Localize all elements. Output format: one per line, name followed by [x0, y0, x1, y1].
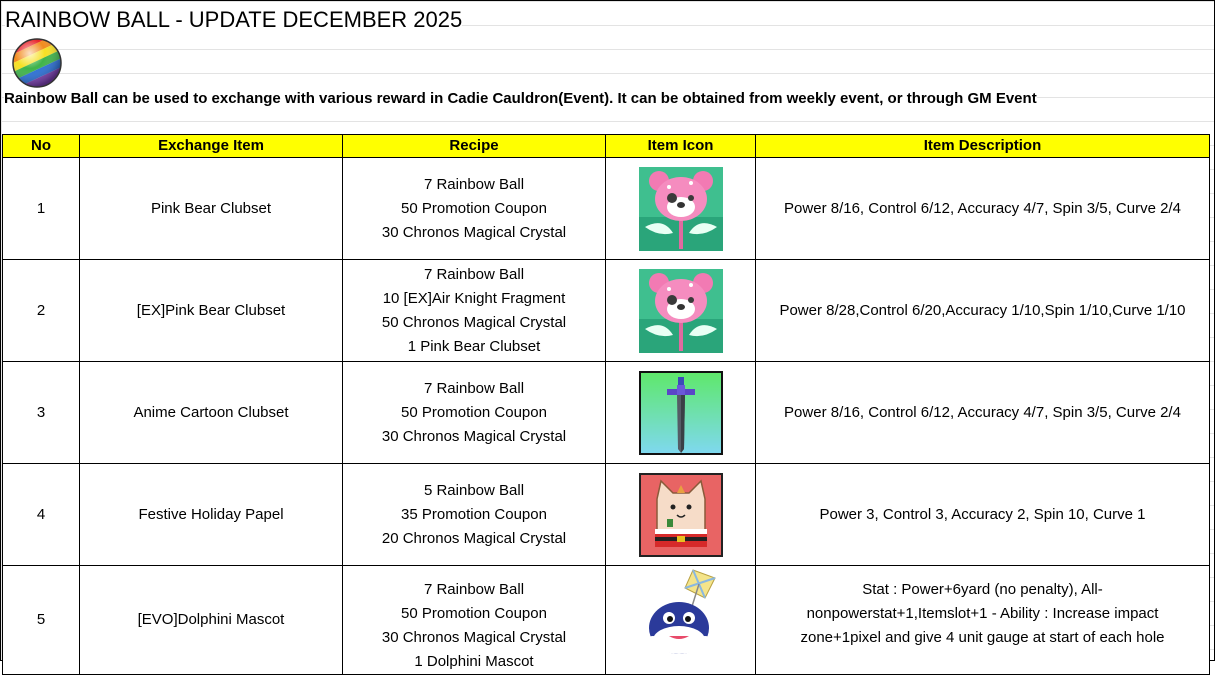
- row-no: 1: [3, 158, 80, 260]
- recipe-line: 1 Dolphini Mascot: [414, 653, 534, 670]
- recipe-line: 35 Promotion Coupon: [401, 505, 547, 523]
- row-no: 4: [3, 464, 80, 566]
- row-item-icon: [606, 362, 756, 464]
- recipe-line: 30 Chronos Magical Crystal: [381, 427, 567, 445]
- table-row: [3, 566, 1210, 675]
- recipe-line: 20 Chronos Magical Crystal: [381, 529, 567, 547]
- row-item-description: [756, 260, 1210, 362]
- recipe-line: 7 Rainbow Ball: [423, 175, 525, 193]
- recipe-line: 30 Chronos Magical Crystal: [381, 223, 567, 241]
- pink-bear-clubset-icon: [639, 167, 723, 251]
- table-row: [3, 362, 1210, 464]
- row-item-description: [756, 464, 1210, 566]
- recipe-line: 7 Rainbow Ball: [423, 265, 525, 283]
- row-exchange-item: [EVO]Dolphini Mascot: [80, 566, 343, 675]
- row-exchange-item: Pink Bear Clubset: [80, 158, 343, 260]
- recipe-line: 50 Chronos Magical Crystal: [381, 313, 567, 331]
- table-row: [3, 464, 1210, 566]
- row-recipe: [343, 260, 606, 362]
- row-item-icon: [606, 464, 756, 566]
- ex-pink-bear-clubset-icon: [639, 269, 723, 353]
- description-text: Power 8/28,Control 6/20,Accuracy 1/10,Spin 1/10,Curve 1/10: [779, 301, 1186, 319]
- header-item-description: Item Description: [756, 135, 1210, 158]
- header-row: [3, 135, 1210, 158]
- row-no: 2: [3, 260, 80, 362]
- header-exchange-item: Exchange Item: [80, 135, 343, 158]
- recipe-lines: [343, 566, 605, 674]
- table-row: [3, 260, 1210, 362]
- description-text: Power 8/16, Control 6/12, Accuracy 4/7, Spin 3/5, Curve 2/4: [784, 403, 1181, 421]
- row-exchange-item: Festive Holiday Papel: [80, 464, 343, 566]
- row-recipe: [343, 464, 606, 566]
- description-text: Stat : Power+6yard (no penalty), All-nonpowerstat+1,Itemslot+1 - Ability : Increase impact zone+1pixel and give 4 unit gauge at start of each hole: [800, 581, 1165, 646]
- description-text: Power 3, Control 3, Accuracy 2, Spin 10, Curve 1: [819, 505, 1146, 523]
- row-item-description: [756, 158, 1210, 260]
- evo-dolphini-mascot-icon: [639, 566, 723, 656]
- festive-holiday-papel-icon: [639, 473, 723, 557]
- recipe-line: 7 Rainbow Ball: [423, 379, 525, 397]
- anime-cartoon-clubset-icon: [639, 371, 723, 455]
- row-recipe: [343, 158, 606, 260]
- recipe-line: 7 Rainbow Ball: [423, 581, 525, 598]
- row-item-icon: [606, 158, 756, 260]
- header-recipe: Recipe: [343, 135, 606, 158]
- table-row: [3, 158, 1210, 260]
- row-recipe: [343, 566, 606, 675]
- row-item-description: [756, 566, 1210, 675]
- sheet-title: RAINBOW BALL - UPDATE DECEMBER 2025: [5, 7, 463, 32]
- description-text: Power 8/16, Control 6/12, Accuracy 4/7, Spin 3/5, Curve 2/4: [784, 199, 1181, 217]
- recipe-line: 10 [EX]Air Knight Fragment: [382, 289, 566, 307]
- row-item-icon: [606, 260, 756, 362]
- row-no: 3: [3, 362, 80, 464]
- recipe-line: 50 Promotion Coupon: [401, 605, 547, 622]
- row-item-description: [756, 362, 1210, 464]
- recipe-line: 50 Promotion Coupon: [401, 403, 547, 421]
- rainbow-ball-icon: [11, 37, 63, 89]
- recipe-line: 5 Rainbow Ball: [423, 481, 525, 499]
- recipe-line: 50 Promotion Coupon: [401, 199, 547, 217]
- recipe-line: 1 Pink Bear Clubset: [407, 337, 541, 355]
- header-item-icon: Item Icon: [606, 135, 756, 158]
- row-recipe: [343, 362, 606, 464]
- recipe-line: 30 Chronos Magical Crystal: [381, 629, 567, 646]
- row-exchange-item: Anime Cartoon Clubset: [80, 362, 343, 464]
- exchange-table: [2, 134, 1210, 675]
- row-item-icon: [606, 566, 756, 675]
- row-no: 5: [3, 566, 80, 675]
- intro-text: Rainbow Ball can be used to exchange with various reward in Cadie Cauldron(Event). It can be obtained from weekly event, or through GM Event: [4, 88, 1037, 110]
- header-no: No: [3, 135, 80, 158]
- row-exchange-item: [EX]Pink Bear Clubset: [80, 260, 343, 362]
